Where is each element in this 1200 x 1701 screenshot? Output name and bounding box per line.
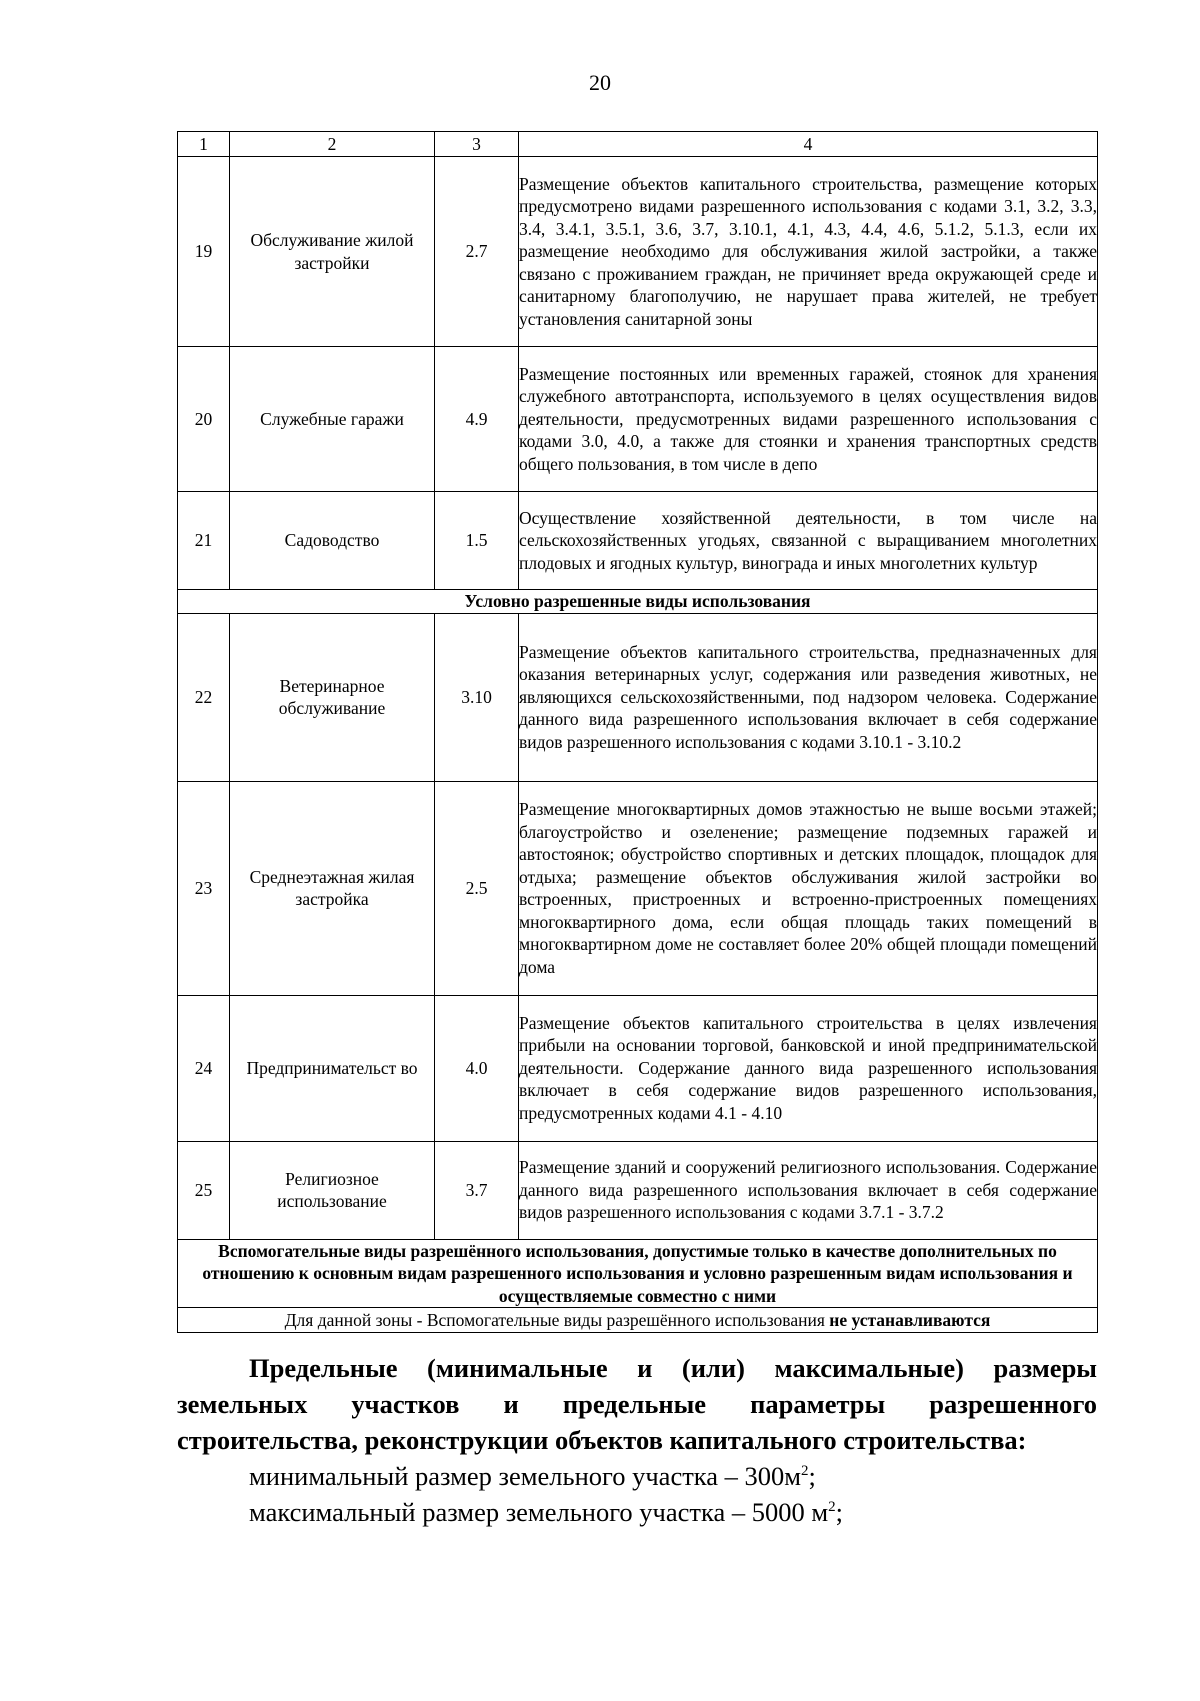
use-code: 3.10: [435, 613, 519, 781]
max-area-tail: ;: [835, 1497, 843, 1527]
use-name: Ветеринарное обслуживание: [230, 613, 435, 781]
use-code: 2.5: [435, 781, 519, 995]
auxiliary-note-text: Для данной зоны - Вспомогательные виды разрешённого использования: [284, 1309, 830, 1330]
row-number: 23: [178, 781, 230, 995]
min-area-unit-sup: 2: [801, 1463, 809, 1480]
use-name: Садоводство: [230, 492, 435, 590]
use-code: 3.7: [435, 1141, 519, 1239]
row-number: 19: [178, 157, 230, 347]
auxiliary-title: Вспомогательные виды разрешённого использования, допустимые только в качестве дополнительных по отношению к основным видам разрешенного использования и условно разрешенным видам использования и осуществляемые совместно с ними: [178, 1239, 1098, 1308]
land-use-table: [177, 131, 1098, 1333]
use-description: Размещение постоянных или временных гаражей, стоянок для хранения служебного автотранспорта, используемого в целях осуществления видов деятельности, предусмотренных видами разрешенного использования с кодами 3.0, 4.0, а также для стоянки и хранения транспортных средств общего пользования, в том числе в депо: [519, 347, 1098, 492]
row-number: 24: [178, 995, 230, 1141]
header-cell: 1: [178, 132, 230, 157]
header-cell: 2: [230, 132, 435, 157]
header-cell: 3: [435, 132, 519, 157]
row-number: 21: [178, 492, 230, 590]
use-code: 2.7: [435, 157, 519, 347]
use-description: Размещение зданий и сооружений религиозного использования. Содержание данного вида разрешенного использования включает в себя содержание видов разрешенного использования с кодами 3.7.1 - 3.7.2: [519, 1141, 1098, 1239]
section-row: [178, 1308, 1098, 1333]
use-description: Размещение объектов капитального строительства, размещение которых предусмотрено видами разрешенного использования с кодами 3.1, 3.2, 3.3, 3.4, 3.4.1, 3.5.1, 3.6, 3.7, 3.10.1, 4.1, 4.3, 4.4, 4.6, 5.1.2, 5.1.3, если их размещение необходимо для обслуживания жилой застройки, а также связано с проживанием граждан, не причиняет вреда окружающей среде и санитарному благополучию, не нарушает права жителей, не требует установления санитарной зоны: [519, 157, 1098, 347]
use-name: Среднеэтажная жилая застройка: [230, 781, 435, 995]
use-description: Размещение объектов капитального строительства, предназначенных для оказания ветеринарных услуг, содержания или разведения животных, не являющихся сельскохозяйственными, под надзором человека. Содержание данного вида разрешенного использования включает в себя содержание видов разрешенного использования с кодами 3.10.1 - 3.10.2: [519, 613, 1098, 781]
table-row: [178, 613, 1098, 781]
section-row: [178, 1239, 1098, 1308]
use-code: 4.9: [435, 347, 519, 492]
header-cell: 4: [519, 132, 1098, 157]
row-number: 22: [178, 613, 230, 781]
min-area-line: [177, 1458, 1097, 1494]
table-row: [178, 492, 1098, 590]
auxiliary-note: [178, 1308, 1098, 1333]
max-area-unit-sup: 2: [828, 1499, 836, 1516]
use-name: Религиозное использование: [230, 1141, 435, 1239]
auxiliary-note-emphasis: не устанавливаются: [829, 1309, 991, 1330]
table-row: [178, 781, 1098, 995]
use-name: Служебные гаражи: [230, 347, 435, 492]
use-code: 1.5: [435, 492, 519, 590]
use-name: Предпринимательст во: [230, 995, 435, 1141]
table-header-row: [178, 132, 1098, 157]
use-code: 4.0: [435, 995, 519, 1141]
row-number: 25: [178, 1141, 230, 1239]
use-description: Осуществление хозяйственной деятельности, в том числе на сельскохозяйственных угодьях, связанной с выращиванием многолетних плодовых и ягодных культур, винограда и иных многолетних культур: [519, 492, 1098, 590]
use-name: Обслуживание жилой застройки: [230, 157, 435, 347]
min-area-text: минимальный размер земельного участка – 300м: [249, 1461, 802, 1491]
parameters-title: Предельные (минимальные и (или) максимальные) размеры земельных участков и предельные параметры разрешенного строительства, реконструкции объектов капитального строительства:: [177, 1353, 1097, 1455]
section-row: [178, 590, 1098, 614]
table-row: [178, 157, 1098, 347]
parameters-block: [177, 1350, 1097, 1530]
section-title: Условно разрешенные виды использования: [178, 590, 1098, 614]
use-description: Размещение многоквартирных домов этажностью не выше восьми этажей; благоустройство и озеленение; размещение подземных гаражей и автостоянок; обустройство спортивных и детских площадок, площадок для отдыха; размещение объектов обслуживания жилой застройки во встроенных, пристроенных и встроенно-пристроенных помещениях многоквартирного дома, если общая площадь таких помещений в многоквартирном доме не составляет более 20% общей площади помещений дома: [519, 781, 1098, 995]
min-area-tail: ;: [808, 1461, 816, 1491]
max-area-text: максимальный размер земельного участка – 5000 м: [249, 1497, 829, 1527]
use-description: Размещение объектов капитального строительства в целях извлечения прибыли на основании торговой, банковской и иной предпринимательской деятельности. Содержание данного вида разрешенного использования включает в себя содержание видов разрешенного использования, предусмотренных кодами 4.1 - 4.10: [519, 995, 1098, 1141]
page-number: 20: [589, 70, 611, 95]
table-row: [178, 347, 1098, 492]
table-row: [178, 995, 1098, 1141]
table-row: [178, 1141, 1098, 1239]
row-number: 20: [178, 347, 230, 492]
max-area-line: [177, 1494, 1097, 1530]
